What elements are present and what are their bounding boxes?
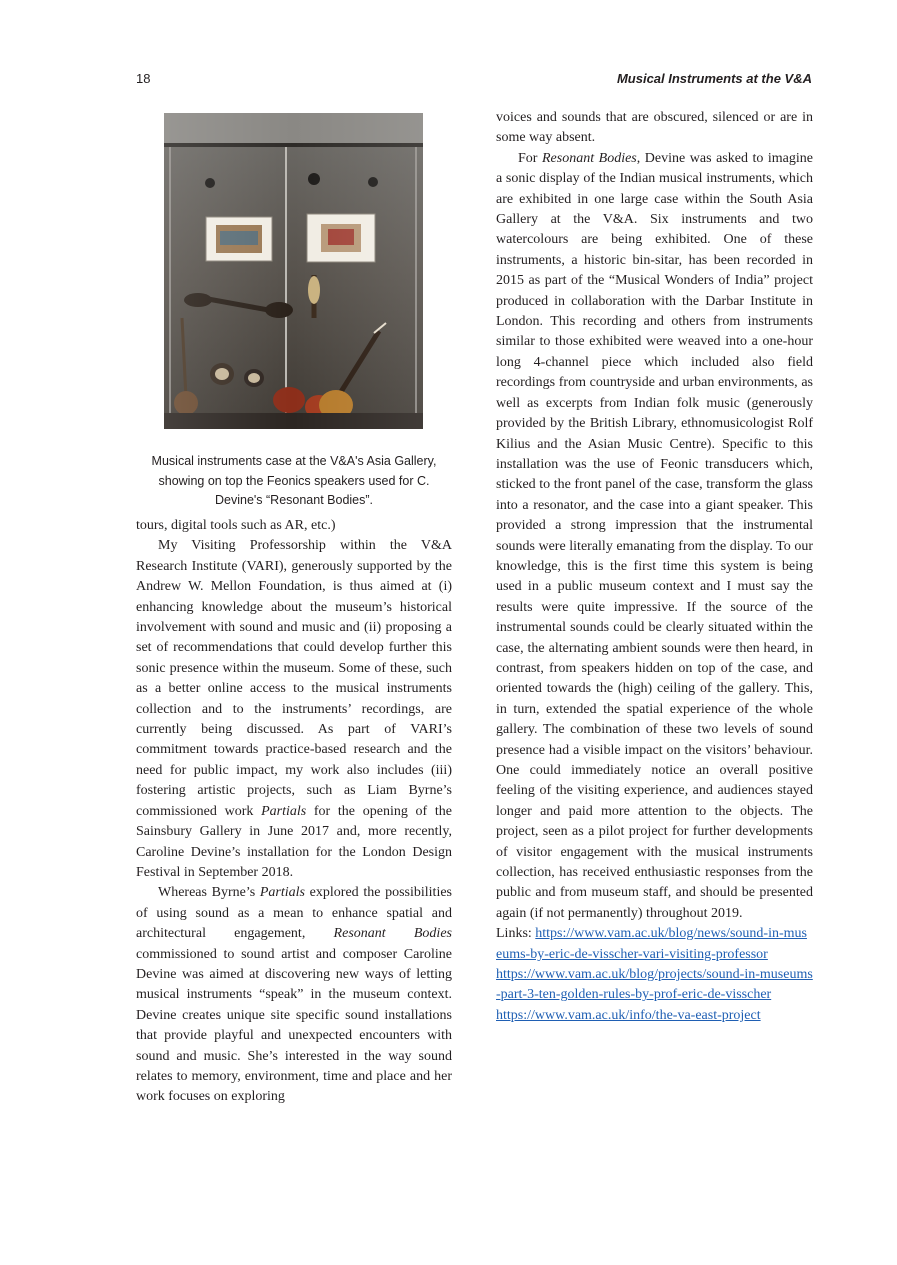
right-column bbox=[496, 108, 813, 1026]
paragraph-text: commissioned to sound artist and composer Caroline Devine was aimed at discovering new ways of letting musical instruments “speak” in the museum context. Devine creates unique site specific sound installations that provide playful and unexpected encounters with sound and music. She’s interested in the way sound relates to memory, environment, time and place and her work focuses on exploring bbox=[136, 946, 452, 1105]
paragraph bbox=[136, 536, 452, 883]
running-title: Musical Instruments at the V&A bbox=[616, 71, 812, 86]
paragraph-text: My Visiting Professorship within the V&A Research Institute (VARI), generously supported by the Andrew W. Mellon Foundation, is thus aimed at (i) enhancing knowledge about the museum’s historical involvement with sound and music and (ii) proposing a set of recommendations that could develop further this sonic presence within the museum. Some of these, such as a better online access to the musical instruments collection and to the instruments’ recordings, are currently being discussed. As part of VARI’s commitment towards practice-based research and the need for public impact, my work also includes (iii) fostering artistic projects, such as Liam Byrne’s commissioned work bbox=[136, 538, 452, 819]
links-block bbox=[496, 924, 813, 1026]
work-title: Resonant Bodies bbox=[333, 926, 452, 942]
paragraph-text: , Devine was asked to imagine a sonic display of the Indian musical instruments, which are exhibited in one large case within the South Asia Gallery at the V&A. Six instruments and two watercolours are being exhibited. One of these instruments, a historic bin-sitar, has been recorded in 2015 as part of the “Musical Wonders of India” project produced in collaboration with the Darbar Institute in London. This recording and others from instruments similar to those exhibited were weaved into a one-hour long 4-channel piece which included also field recordings from countryside and urban environments, as well as excerpts from Indian folk music (generously provided by the British Library, ethnomusicologist Rolf Kilius and the Asian Music Centre). Specific to this installation was the use of Feonic transducers which, sticked to the front panel of the case, transform the glass into a resonator, and the case into a giant speaker. This provided a strong impression that the instrumental sounds were literally emanating from the display. To our knowledge, this is the first time this system is being used in a public museum context and I must say the results were quite impressive. If the source of the instrumental sounds could be clearly situated within the case, the alternating ambient sounds were then heard, in contrast, from speakers hidden on top of the case, and oriented towards the (high) ceiling of the gallery. This, in turn, extended the spatial experience of the whole gallery. The combination of these two levels of sound presence had a visible impact on the visitors’ behaviour. One could immediately notice an overall positive feeling of the visiting experience, and audiences stayed longer and paid more attention to the objects. The project, seen as a pilot project for further developments of visitor engagement with the musical instruments collection, has received enthusiastic responses from the public and from museum staff, and should be presented again (if not permanently) throughout 2019. bbox=[496, 150, 814, 921]
left-column bbox=[136, 516, 452, 1108]
links-paragraph bbox=[496, 924, 813, 965]
paragraph bbox=[136, 883, 452, 1107]
paragraph-text: For bbox=[518, 150, 542, 166]
work-title: Partials bbox=[259, 885, 305, 901]
paragraph-text: for the opening of the Sainsbury Gallery in June 2017 and, more recently, Caroline Devine’s installation for the London Design Festival in September 2018. bbox=[136, 803, 452, 880]
paragraph-text: Whereas Byrne’s bbox=[158, 885, 260, 901]
work-title: Partials bbox=[261, 803, 307, 819]
links-paragraph bbox=[496, 1006, 813, 1026]
page-number: 18 bbox=[136, 71, 151, 86]
gallery-case-photo bbox=[164, 113, 423, 429]
links-paragraph bbox=[496, 965, 813, 1006]
work-title: Resonant Bodies bbox=[542, 150, 637, 166]
figure-caption: Musical instruments case at the V&A's Asia Gallery, showing on top the Feonics speakers used for C. Devine's “Resonant Bodies”. bbox=[151, 454, 437, 507]
paragraph-text: explored the possibilities of using sound as a mean to enhance spatial and architectural engagement, bbox=[136, 885, 452, 942]
links-label: Links: bbox=[496, 926, 532, 942]
paragraph: tours, digital tools such as AR, etc.) bbox=[136, 518, 336, 533]
paragraph bbox=[496, 149, 813, 924]
link-blog-projects[interactable]: https://www.vam.ac.uk/blog/projects/sound-in-museums-part-3-ten-golden-rules-by-prof-eric-de-visscher bbox=[496, 967, 813, 1003]
link-va-east[interactable]: https://www.vam.ac.uk/info/the-va-east-project bbox=[496, 1007, 761, 1023]
paragraph: voices and sounds that are obscured, silenced or are in some way absent. bbox=[496, 110, 813, 146]
link-blog-news[interactable]: https://www.vam.ac.uk/blog/news/sound-in-museums-by-eric-de-visscher-vari-visiting-professor bbox=[496, 926, 807, 962]
